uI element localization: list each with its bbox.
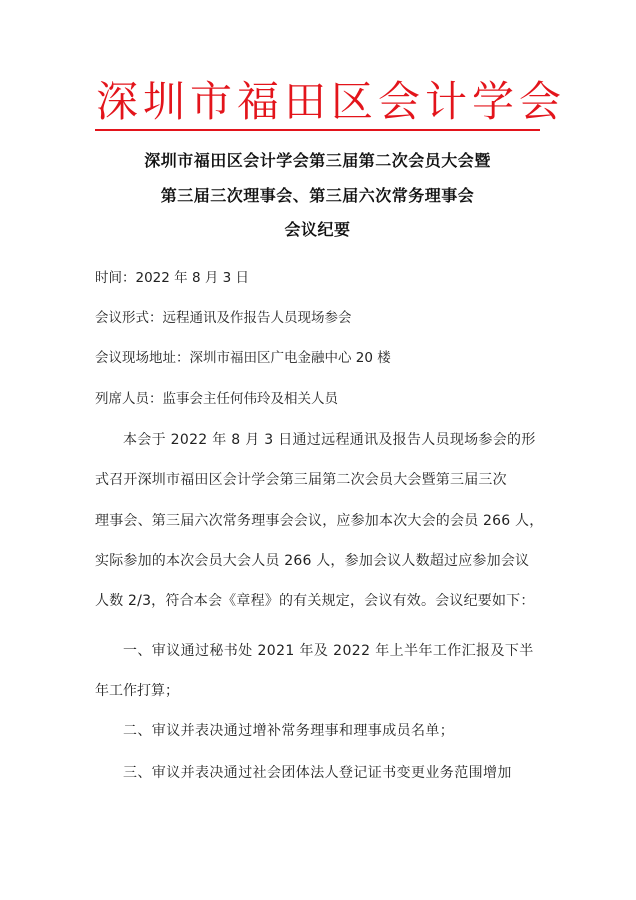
meeting-form: 会议形式：远程通讯及作报告人员现场参会: [95, 310, 352, 326]
resolution-item-1: 一、审议通过秘书处 2021 年及 2022 年上半年工作汇报及下半: [123, 643, 534, 659]
intro-paragraph-line: 人数 2/3，符合本会《章程》的有关规定，会议有效。会议纪要如下：: [95, 593, 535, 609]
resolution-item-2: 二、审议并表决通过增补常务理事和理事成员名单；: [123, 723, 455, 739]
document-title-line-1: 深圳市福田区会计学会第三届第二次会员大会暨: [144, 151, 491, 170]
document-title-line-3: 会议纪要: [284, 220, 351, 239]
masthead-divider: [95, 129, 540, 131]
intro-paragraph-line: 本会于 2022 年 8 月 3 日通过远程通讯及报告人员现场参会的形: [123, 432, 536, 448]
meeting-attendees: 列席人员：监事会主任何伟玲及相关人员: [95, 391, 338, 407]
meeting-time: 时间：2022 年 8 月 3 日: [95, 270, 249, 286]
intro-paragraph-line: 式召开深圳市福田区会计学会第三届第二次会员大会暨第三届三次: [95, 472, 507, 488]
meeting-venue: 会议现场地址：深圳市福田区广电金融中心 20 楼: [95, 350, 391, 366]
resolution-item-1-continued: 年工作打算；: [95, 683, 179, 699]
resolution-item-3: 三、审议并表决通过社会团体法人登记证书变更业务范围增加: [123, 765, 512, 781]
masthead-title: 深圳市福田区会计学会: [96, 77, 567, 126]
intro-paragraph-line: 理事会、第三届六次常务理事会会议，应参加本次大会的会员 266 人，: [95, 513, 544, 529]
intro-paragraph-line: 实际参加的本次会员大会人员 266 人，参加会议人数超过应参加会议: [95, 553, 530, 569]
document-title-line-2: 第三届三次理事会、第三届六次常务理事会: [160, 186, 475, 205]
